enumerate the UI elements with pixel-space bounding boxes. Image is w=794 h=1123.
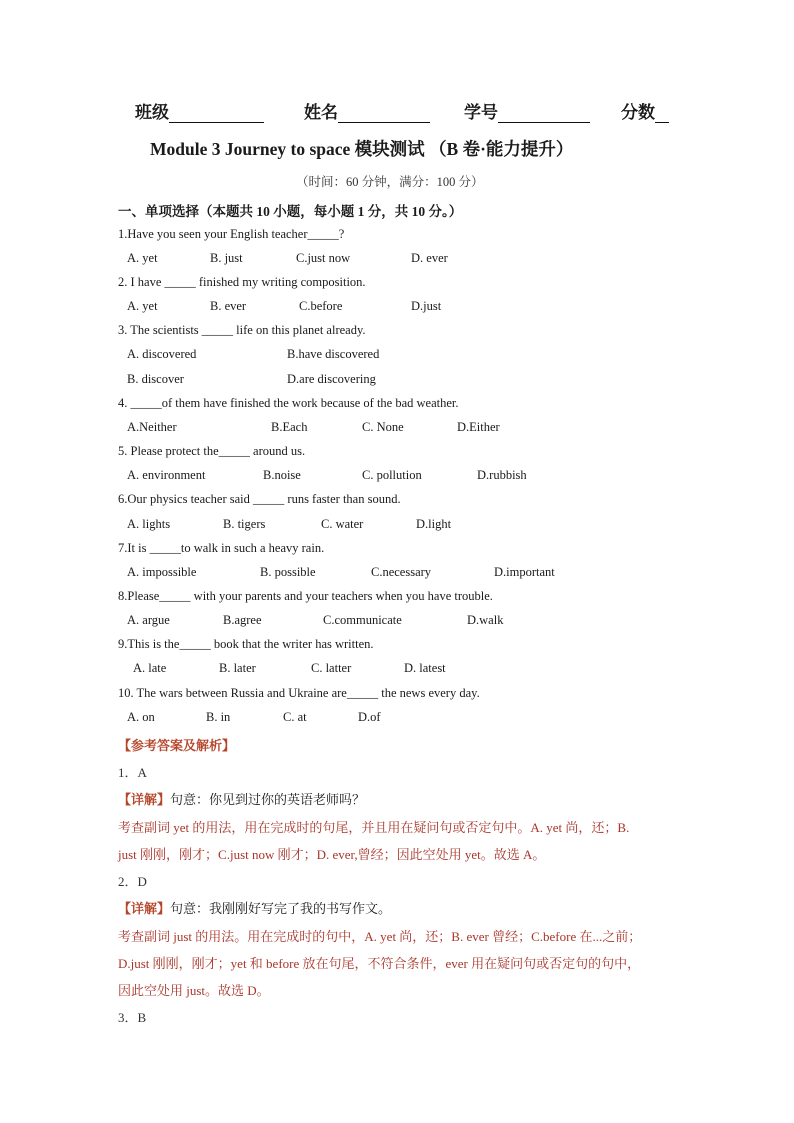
explanation-line: just 刚刚，刚才；C.just now 刚才；D. ever,曾经；因此空处用 yet。故选 A。 — [118, 847, 546, 862]
option: D.are discovering — [287, 372, 376, 386]
name-field — [304, 98, 430, 123]
option: A. lights — [127, 517, 171, 531]
detail-label: 【详解】 — [118, 792, 171, 807]
option: A. discovered — [127, 347, 197, 361]
option: B.Each — [271, 420, 308, 434]
answer-detail — [118, 789, 365, 808]
id-label: 学号 — [464, 103, 498, 122]
question-text: 8.Please_____ with your parents and your teachers when you have trouble. — [118, 589, 493, 603]
option: B.noise — [263, 468, 301, 482]
option: A. late — [133, 661, 167, 675]
answer-number: 2．D — [118, 874, 147, 889]
answer-detail — [118, 898, 391, 917]
question-text: 3. The scientists _____ life on this planet already. — [118, 323, 366, 337]
option: C. latter — [311, 661, 352, 675]
option: A. yet — [127, 299, 158, 313]
page-title: Module 3 Journey to space 模块测试 （B 卷·能力提升） — [150, 139, 574, 159]
option: A. yet — [127, 251, 158, 265]
option: B.agree — [223, 613, 262, 627]
option: B. discover — [127, 372, 184, 386]
option: A. impossible — [127, 565, 197, 579]
option: D.light — [416, 517, 452, 531]
explanation-line: 因此空处用 just。故选 D。 — [118, 983, 270, 998]
option: D.important — [494, 565, 555, 579]
option: A.Neither — [127, 420, 177, 434]
question-text: 7.It is _____to walk in such a heavy rain. — [118, 541, 325, 555]
option: D.rubbish — [477, 468, 527, 482]
option: D.of — [358, 710, 381, 724]
option: A. on — [127, 710, 155, 724]
option: D.walk — [467, 613, 504, 627]
score-field — [621, 98, 669, 123]
question-text: 5. Please protect the_____ around us. — [118, 444, 306, 458]
class-label: 班级 — [135, 103, 169, 122]
id-blank[interactable] — [498, 105, 590, 123]
score-label: 分数 — [621, 103, 655, 122]
explanation-line: 考查副词 just 的用法。用在完成时的句中，A. yet 尚，还；B. ever 曾经；C.before 在...之前； — [118, 929, 642, 944]
option: C. None — [362, 420, 404, 434]
question-text: 1.Have you seen your English teacher_____? — [118, 227, 345, 241]
option: D. latest — [404, 661, 446, 675]
option: C.necessary — [371, 565, 432, 579]
option: D.Either — [457, 420, 500, 434]
option: C.just now — [296, 251, 351, 265]
explanation-line: D.just 刚刚，刚才；yet 和 before 放在句尾，不符合条件，ever 用在疑问句或否定句的句中， — [118, 956, 641, 971]
option: A. argue — [127, 613, 170, 627]
option: B.have discovered — [287, 347, 380, 361]
answer-number: 3．B — [118, 1010, 147, 1025]
name-blank[interactable] — [338, 105, 430, 123]
name-label: 姓名 — [304, 103, 338, 122]
option: B. ever — [210, 299, 247, 313]
section-heading: 一、单项选择（本题共 10 小题，每小题 1 分，共 10 分。） — [118, 204, 463, 219]
question-text: 4. _____of them have finished the work because of the bad weather. — [118, 396, 459, 410]
explanation-line: 考查副词 yet 的用法，用在完成时的句尾，并且用在疑问句或否定句中。A. yet 尚，还；B. — [118, 820, 630, 835]
option: D. ever — [411, 251, 448, 265]
class-blank[interactable] — [169, 105, 264, 123]
question-text: 6.Our physics teacher said _____ runs faster than sound. — [118, 492, 401, 506]
class-field — [135, 98, 264, 123]
option: B. in — [206, 710, 231, 724]
option: C.before — [299, 299, 343, 313]
option: C. at — [283, 710, 307, 724]
question-text: 2. I have _____ finished my writing composition. — [118, 275, 366, 289]
question-text: 9.This is the_____ book that the writer has written. — [118, 637, 374, 651]
score-blank[interactable] — [655, 105, 669, 123]
detail-text: 句意：你见到过你的英语老师吗？ — [170, 792, 366, 807]
option: A. environment — [127, 468, 206, 482]
detail-label: 【详解】 — [118, 901, 171, 916]
page-subtitle: （时间：60 分钟，满分：100 分） — [296, 175, 484, 189]
id-field — [464, 98, 590, 123]
option: D.just — [411, 299, 442, 313]
detail-text: 句意：我刚刚好写完了我的书写作文。 — [170, 901, 392, 916]
answers-heading: 【参考答案及解析】 — [118, 738, 236, 753]
option: B. just — [210, 251, 243, 265]
answer-number: 1．A — [118, 765, 147, 780]
option: C.communicate — [323, 613, 402, 627]
option: B. tigers — [223, 517, 266, 531]
option: B. later — [219, 661, 256, 675]
option: B. possible — [260, 565, 316, 579]
option: C. pollution — [362, 468, 422, 482]
option: C. water — [321, 517, 364, 531]
question-text: 10. The wars between Russia and Ukraine are_____ the news every day. — [118, 686, 480, 700]
